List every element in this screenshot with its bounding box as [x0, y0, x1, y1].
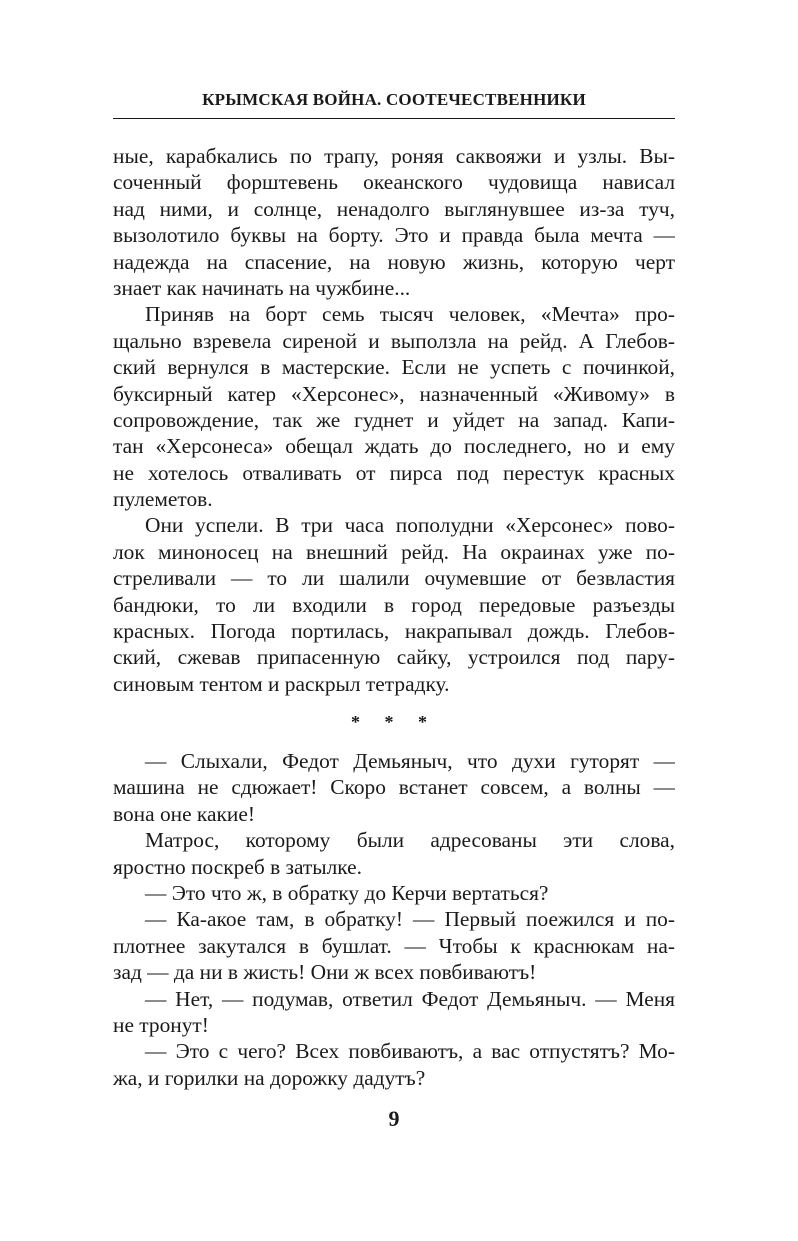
text-block-1 [113, 143, 675, 697]
text-line: лок миноносец на внешний рейд. На окраинах уже по- [113, 539, 675, 564]
section-separator: * * * [351, 712, 437, 732]
text-line: стреливали — то ли шалили очумевшие от безвластия [113, 566, 675, 591]
text-line: зад — да ни в жисть! Они ж всех повбиваютъ! [113, 960, 537, 985]
text-line: — Нет, — подумав, ответил Федот Демьяныч. — Меня [145, 986, 675, 1011]
text-line: — Это что ж, в обратку до Керчи вертаться? [145, 880, 549, 905]
text-block-2 [113, 748, 675, 1091]
text-line: буксирный катер «Херсонес», назначенный «Живому» в [113, 381, 675, 406]
text-line: пулеметов. [113, 487, 213, 512]
text-line: соченный форштевень океанского чудовища нависал [113, 170, 675, 195]
text-line: синовым тентом и раскрыл тетрадку. [113, 671, 450, 696]
text-line: — Ка-акое там, в обратку! — Первый поежился и по- [145, 907, 675, 932]
text-line: бандюки, то ли входили в город передовые разъезды [113, 592, 675, 617]
text-line: вызолотило буквы на борту. Это и правда была мечта — [113, 223, 675, 248]
text-line: вона оне какие! [113, 801, 255, 826]
text-line: над ними, и солнце, ненадолго выглянувшее из-за туч, [113, 196, 675, 221]
text-line: не хотелось отваливать от пирса под перестук красных [113, 460, 675, 485]
text-line: знает как начинать на чужбине... [113, 275, 411, 300]
text-line: ные, карабкались по трапу, роняя саквояжи и узлы. Вы- [113, 144, 675, 168]
text-line: не тронут! [113, 1012, 209, 1037]
text-line: яростно поскреб в затылке. [113, 854, 363, 879]
text-line: — Слыхали, Федот Демьяныч, что духи гуторят — [145, 749, 675, 773]
running-head: КРЫМСКАЯ ВОЙНА. СООТЕЧЕСТВЕННИКИ [202, 90, 586, 109]
text-line: Матрос, которому были адресованы эти слова, [145, 828, 675, 853]
text-line: Приняв на борт семь тысяч человек, «Мечта» про- [145, 302, 675, 327]
text-line: ский вернулся в мастерские. Если не успеть с починкой, [113, 355, 675, 380]
text-line: сопровождение, так же гуднет и уйдет на запад. Капи- [113, 407, 675, 432]
text-line: жа, и горилки на дорожку дадутъ? [113, 1065, 426, 1090]
text-line: ский, сжевав припасенную сайку, устроился под пару- [113, 645, 675, 670]
text-line: Они успели. В три часа пополудни «Херсонес» пово- [145, 513, 675, 538]
page-number: 9 [388, 1106, 400, 1131]
text-line: — Это с чего? Всех повбиваютъ, а вас отпустятъ? Мо- [145, 1039, 675, 1064]
text-line: машина не сдюжает! Скоро встанет совсем, а волны — [113, 775, 675, 800]
header-rule [113, 118, 675, 119]
text-line: плотнее закутался в бушлат. — Чтобы к краснюкам на- [113, 933, 675, 958]
text-line: надежда на спасение, на новую жизнь, которую черт [113, 249, 675, 274]
text-line: щально взревела сиреной и выползла на рейд. А Глебов- [113, 328, 675, 353]
text-line: тан «Херсонеса» обещал ждать до последнего, но и ему [113, 434, 675, 459]
text-line: красных. Погода портилась, накрапывал дождь. Глебов- [113, 619, 675, 644]
